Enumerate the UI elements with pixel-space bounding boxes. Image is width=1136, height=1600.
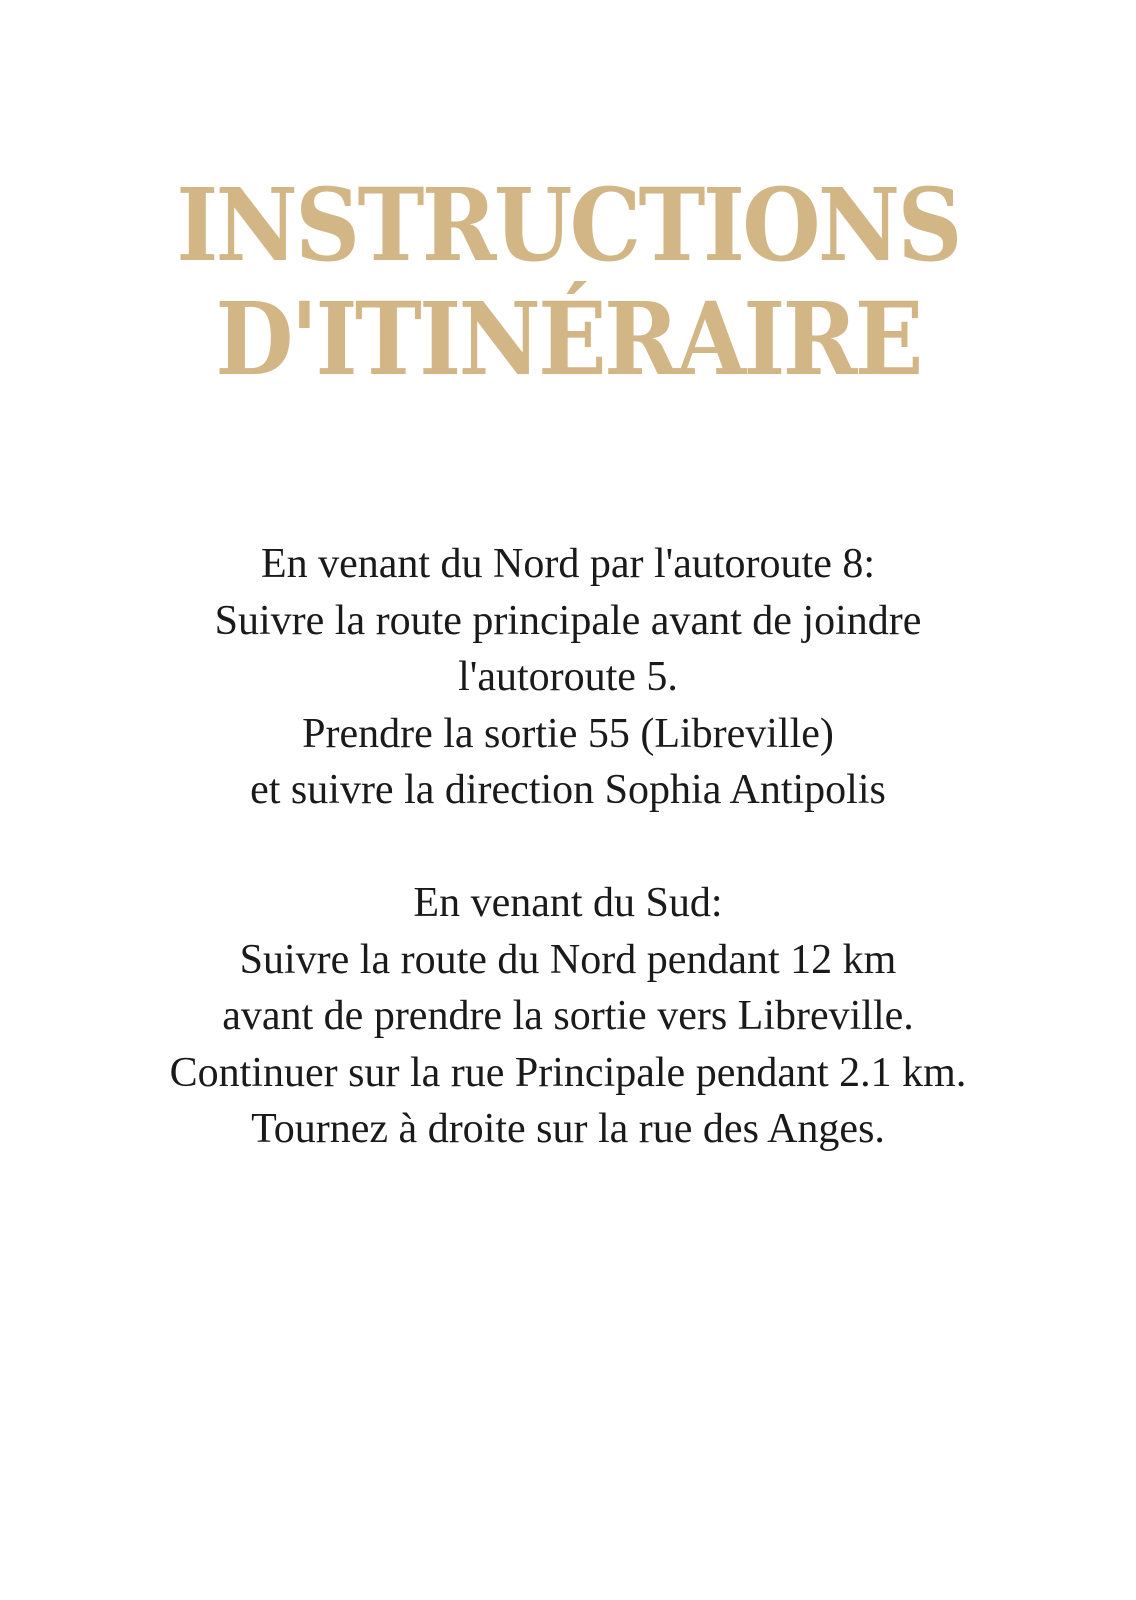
south-line: avant de prendre la sortie vers Libreville. — [222, 993, 914, 1039]
north-directions — [0, 536, 1136, 819]
page-title — [57, 168, 1079, 396]
north-line: l'autoroute 5. — [458, 654, 678, 700]
north-line: et suivre la direction Sophia Antipolis — [250, 767, 886, 813]
south-heading: En venant du Sud: — [413, 880, 723, 926]
title-line-1: INSTRUCTIONS — [176, 166, 960, 284]
north-line: Prendre la sortie 55 (Libreville) — [302, 710, 834, 757]
north-heading: En venant du Nord par l'autoroute 8: — [260, 541, 876, 587]
south-line: Suivre la route du Nord pendant 12 km — [239, 936, 897, 983]
south-line: Tournez à droite sur la rue des Anges. — [251, 1106, 885, 1152]
south-directions — [0, 875, 1136, 1158]
north-line: Suivre la route principale avant de joindre — [214, 597, 922, 644]
south-line: Continuer sur la rue Principale pendant 2.1 km. — [169, 1049, 967, 1096]
title-line-2: D'ITINÉRAIRE — [215, 280, 921, 398]
paragraph-gap — [0, 819, 1136, 876]
directions-body — [0, 536, 1136, 1158]
